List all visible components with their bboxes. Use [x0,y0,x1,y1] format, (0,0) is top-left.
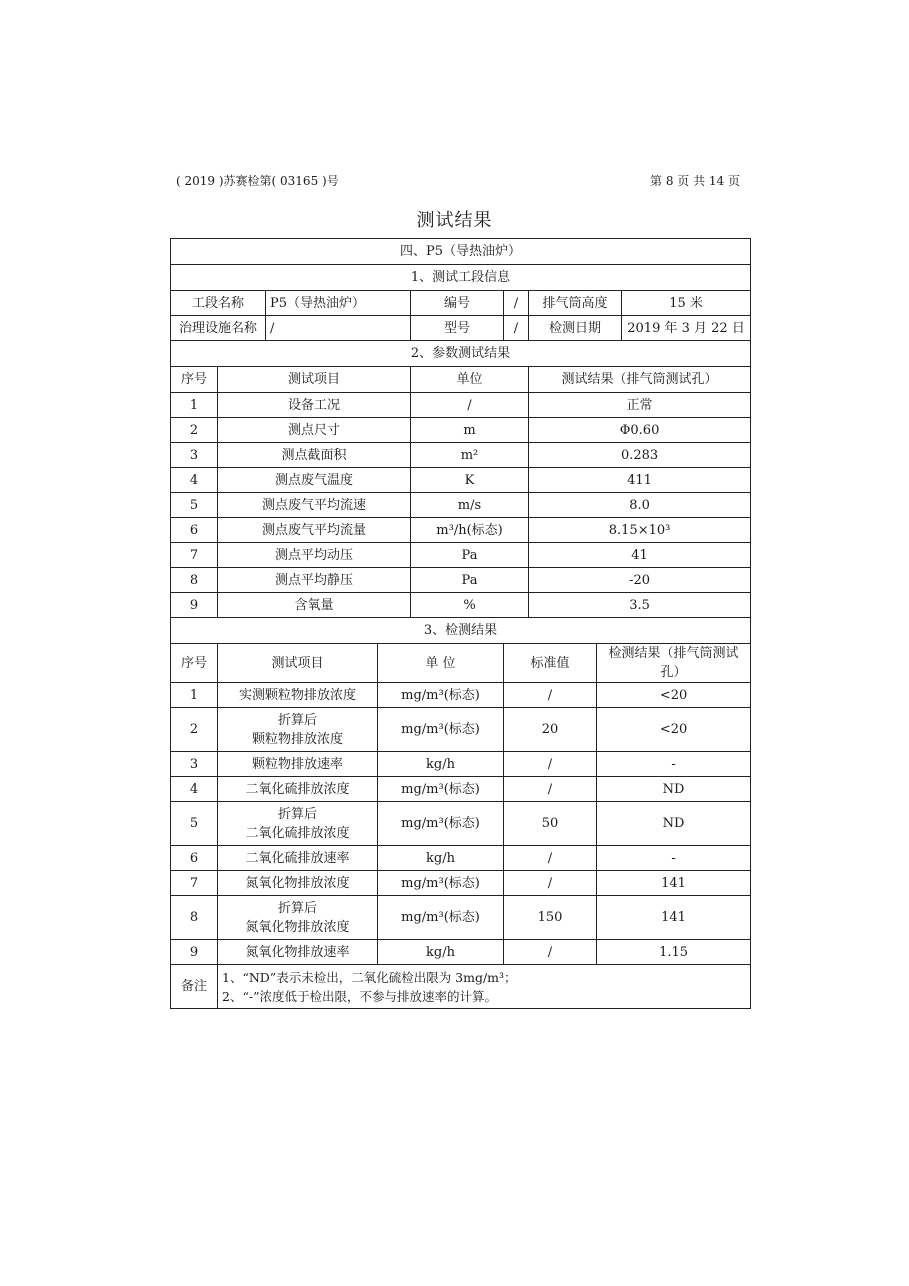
info-label: 编号 [411,291,504,316]
test-item-line: 折算后 [277,806,317,822]
test-item: 测点截面积 [218,443,411,468]
section-main-title: 四、P5（导热油炉） [171,239,751,265]
unit: kg/h [378,752,504,777]
row-number: 5 [171,802,218,846]
test-item [218,708,378,752]
unit: m [411,418,529,443]
info-label: 检测日期 [529,316,622,341]
column-header: 测试项目 [218,367,411,393]
unit: m² [411,443,529,468]
standard-value: / [504,846,597,871]
test-result: 141 [597,896,751,940]
row-number: 9 [171,940,218,965]
standard-value: / [504,940,597,965]
test-item [218,683,378,708]
info-row [171,316,751,341]
unit: mg/m³(标态) [378,683,504,708]
table-row [171,896,751,940]
row-number: 3 [171,443,218,468]
table-row [171,777,751,802]
test-item: 测点废气平均流速 [218,493,411,518]
test-result: <20 [597,683,751,708]
unit: m³/h(标态) [411,518,529,543]
test-item-line: 二氧化硫排放浓度 [245,781,350,797]
column-header: 单 位 [378,644,504,683]
row-number: 7 [171,871,218,896]
test-item-line: 氮氧化物排放速率 [245,944,350,960]
table-row [171,518,751,543]
page-header [176,172,740,189]
column-header: 标准值 [504,644,597,683]
row-number: 1 [171,393,218,418]
row-number: 3 [171,752,218,777]
info-value: / [266,316,411,341]
row-number: 5 [171,493,218,518]
info-label: 治理设施名称 [171,316,266,341]
unit: mg/m³(标态) [378,871,504,896]
row-number: 8 [171,896,218,940]
test-result: 411 [529,468,751,493]
unit: mg/m³(标态) [378,802,504,846]
info-row [171,291,751,316]
info-value: / [504,291,529,316]
row-number: 6 [171,518,218,543]
unit: mg/m³(标态) [378,896,504,940]
section2-heading: 2、参数测试结果 [171,341,751,367]
test-item-line: 折算后 [277,900,317,916]
table-row [171,802,751,846]
doc-number: ( 2019 )苏赛检第( 03165 )号 [176,174,339,188]
unit: mg/m³(标态) [378,777,504,802]
unit: Pa [411,543,529,568]
table-row [171,568,751,593]
table-row [171,593,751,618]
test-result: <20 [597,708,751,752]
test-result: 0.283 [529,443,751,468]
unit: m/s [411,493,529,518]
info-value: 15 米 [622,291,751,316]
table-row [171,846,751,871]
table-row [171,468,751,493]
info-label: 型号 [411,316,504,341]
test-result: 1.15 [597,940,751,965]
test-item [218,871,378,896]
table-row [171,940,751,965]
test-result: 141 [597,871,751,896]
results-table [170,238,751,1009]
standard-value: 20 [504,708,597,752]
standard-value: / [504,752,597,777]
test-item-line: 二氧化硫排放速率 [245,850,350,866]
test-item: 测点废气平均流量 [218,518,411,543]
test-item [218,940,378,965]
info-label: 排气筒高度 [529,291,622,316]
notes-content [218,965,751,1009]
standard-value: 150 [504,896,597,940]
standard-value: / [504,683,597,708]
table-header-row [171,367,751,393]
test-item-line: 颗粒物排放速率 [251,756,343,772]
test-item [218,846,378,871]
notes-row [171,965,751,1009]
table-header-row [171,644,751,683]
table-row [171,543,751,568]
page-title: 测试结果 [416,210,493,231]
test-result: 41 [529,543,751,568]
column-header: 测试项目 [218,644,378,683]
unit: K [411,468,529,493]
test-item-line: 氮氧化物排放浓度 [245,919,350,935]
test-item-line: 二氧化硫排放浓度 [245,825,350,841]
note-line: 2、“-”浓度低于检出限，不参与排放速率的计算。 [222,988,497,1004]
test-result: Φ0.60 [529,418,751,443]
table-row [171,871,751,896]
test-item [218,752,378,777]
table-row [171,708,751,752]
column-header: 检测结果（排气筒测试孔） [597,644,751,683]
section1-heading: 1、测试工段信息 [171,265,751,291]
test-result: 3.5 [529,593,751,618]
row-number: 2 [171,418,218,443]
info-value: / [504,316,529,341]
test-item [218,777,378,802]
column-header: 序号 [171,367,218,393]
notes-label: 备注 [171,965,218,1009]
test-item: 含氧量 [218,593,411,618]
table-row [171,418,751,443]
test-item-line: 颗粒物排放浓度 [251,731,343,747]
test-item: 测点平均静压 [218,568,411,593]
unit: / [411,393,529,418]
test-item [218,896,378,940]
test-result: 8.15×10³ [529,518,751,543]
test-item: 测点废气温度 [218,468,411,493]
unit: kg/h [378,846,504,871]
column-header: 测试结果（排气筒测试孔） [529,367,751,393]
info-label: 工段名称 [171,291,266,316]
unit: Pa [411,568,529,593]
table-row [171,443,751,468]
row-number: 9 [171,593,218,618]
test-result: 正常 [529,393,751,418]
unit: mg/m³(标态) [378,708,504,752]
row-number: 2 [171,708,218,752]
info-value: P5（导热油炉） [266,291,411,316]
info-value: 2019 年 3 月 22 日 [622,316,751,341]
test-item-line: 实测颗粒物排放浓度 [238,687,356,703]
test-result: - [597,846,751,871]
test-item-line: 折算后 [277,712,317,728]
table-row [171,493,751,518]
column-header: 单位 [411,367,529,393]
test-result: 8.0 [529,493,751,518]
test-result: -20 [529,568,751,593]
test-item: 测点尺寸 [218,418,411,443]
test-result: - [597,752,751,777]
row-number: 4 [171,777,218,802]
test-item: 设备工况 [218,393,411,418]
table-row [171,393,751,418]
unit: kg/h [378,940,504,965]
note-line: 1、“ND”表示未检出，二氧化硫检出限为 3mg/m³； [222,969,517,985]
row-number: 6 [171,846,218,871]
test-item-line: 氮氧化物排放浓度 [245,875,350,891]
test-result: ND [597,802,751,846]
page-info: 第 8 页 共 14 页 [650,174,740,188]
standard-value: 50 [504,802,597,846]
section3-heading: 3、检测结果 [171,618,751,644]
table-row [171,683,751,708]
standard-value: / [504,871,597,896]
test-item: 测点平均动压 [218,543,411,568]
row-number: 1 [171,683,218,708]
standard-value: / [504,777,597,802]
row-number: 7 [171,543,218,568]
row-number: 4 [171,468,218,493]
unit: % [411,593,529,618]
column-header: 序号 [171,644,218,683]
test-result: ND [597,777,751,802]
row-number: 8 [171,568,218,593]
table-row [171,752,751,777]
test-item [218,802,378,846]
